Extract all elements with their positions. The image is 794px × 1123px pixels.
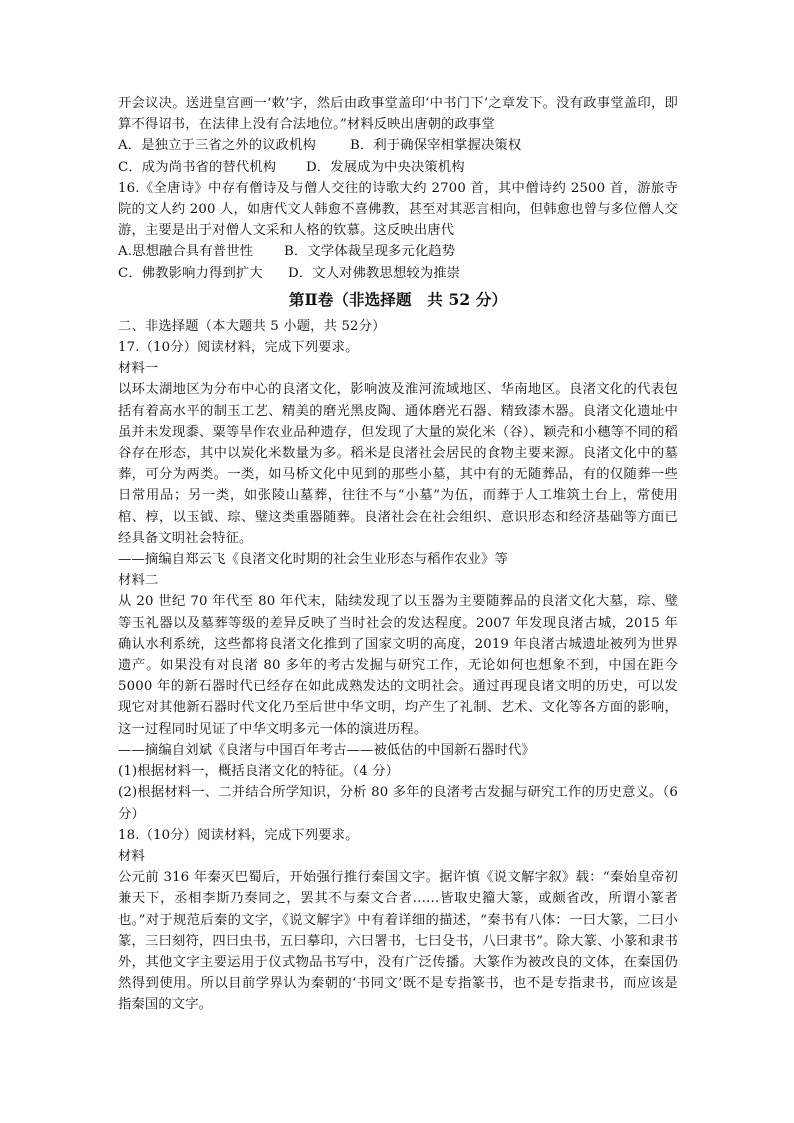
q17-question-1: (1)根据材料一，概括良渚文化的特征。（4 分） <box>118 764 400 780</box>
q15-option-b: B．利于确保宰相掌握决策权 <box>350 138 522 154</box>
q18-stem: 18.（10分）阅读材料，完成下列要求。 <box>118 827 359 843</box>
exam-page <box>118 93 678 1016</box>
q17-material-2-text: 从 20 世纪 70 年代至 80 年代末，陆续发现了以玉器为主要随葬品的良渚文化大墓，琮、璧等玉礼器以及墓葬等级的差异反映了当时社会的发达程度。2007 年发现良渚古城，2015 年确认水利系统，这些都将良渚文化推到了国家文明的高度，2019 年良渚古城遗址被列为世界遗产。如果没有对良渚 80 多年的考古发掘与研究工作，无论如何也想象不到，中国在距今 5000 年的新石器时代已经存在如此成熟发达的文明社会。通过再现良诸文明的历史，可以发现它对其他新石器时代文化乃至后世中华文明，均产生了礼制、艺术、文化等各方面的影响，这一过程同时见证了中华文明多元一体的演进历程。 <box>118 594 678 737</box>
q16-option-c: C．佛教影响力得到扩大 <box>118 265 263 281</box>
q17-stem: 17.（10分）阅读材料，完成下列要求。 <box>118 340 359 356</box>
q16-options-row-1 <box>118 241 678 262</box>
q15-options-row-2 <box>118 157 678 178</box>
q18-material-label: 材料 <box>118 848 145 864</box>
q15-options-row-1 <box>118 135 678 156</box>
q17-material-1-source: ——摘编自郑云飞《良渚文化时期的社会生业形态与稻作农业》等 <box>118 552 508 568</box>
q17-question-2: (2)根据材料一、二并结合所学知识，分析 80 多年的良渚考古发掘与研究工作的历史意义。（6分） <box>118 785 678 822</box>
q16-option-d: D．文人对佛教思想较为推崇 <box>288 265 461 281</box>
q16-option-a: A.思想融合具有普世性 <box>118 244 254 260</box>
q18-material-text: 公元前 316 年秦灭巴蜀后，开始强行推行秦国文字。据许慎《说文解字叙》载：“秦始皇帝初兼天下，丞相李斯乃奏同之，罢其不与秦文合者……皆取史籀大篆，或颇省改，所谓小篆者也。”对于规范后秦的文字，《说文解字》中有着详细的描述，“秦书有八体：一曰大篆，二曰小篆，三曰刻符，四曰虫书，五曰摹印，六曰署书，七曰殳书，八曰隶书”。除大篆、小篆和隶书外，其他文字主要运用于仪式物品书写中，没有广泛传播。大篆作为被改良的文体，在秦国仍然得到使用。所以目前学界认为秦朝的‘书同文’既不是专指篆书，也不是专指隶书，而应该是指秦国的文字。 <box>118 870 678 1013</box>
q17-material-2-source: ——摘编自刘斌《良渚与中国百年考古——被低估的中国新石器时代》 <box>118 742 535 758</box>
section-2-title: 第Ⅱ卷（非选择题 共 52 分） <box>288 289 508 309</box>
q17-material-2-label: 材料二 <box>118 573 159 589</box>
q16-stem: 16.《全唐诗》中存有僧诗及与僧人交往的诗歌大约 2700 首，其中僧诗约 2500 首，游旅寺院的文人约 200 人，如唐代文人韩愈不喜佛教，甚至对其恶言相向，但韩愈也曾与多位僧人交游，主要是出于对僧人文采和人格的钦慕。这反映出唐代 <box>118 180 678 239</box>
q16-options-row-2 <box>118 263 678 284</box>
q15-option-a: A．是独立于三省之外的议政机构 <box>118 138 317 154</box>
q15-continued-text: 开会议决。送进皇宫画一‘敕’字，然后由政事堂盖印‘中书门下’之章发下。没有政事堂盖印，即算不得诏书，在法律上没有合法地位。”材料反映出唐朝的政事堂 <box>118 96 678 133</box>
q15-option-d: D．发展成为中央决策机构 <box>306 159 465 175</box>
q15-option-c: C．成为尚书省的替代机构 <box>118 159 277 175</box>
q17-material-1-text: 以环太湖地区为分布中心的良渚文化，影响波及淮河流域地区、华南地区。良渚文化的代表包括有着高水平的制玉工艺、精美的磨光黑皮陶、通体磨光石器、精致漆木器。良渚文化遗址中虽并未发现黍、粟等旱作农业品种遗存，但发现了大量的炭化米（谷）、颖壳和小穗等不同的稻谷存在形态，其中以炭化米数量为多。稻米是良渚社会居民的食物主要来源。良渚文化中的墓葬，可分为两类。一类，如马桥文化中见到的那些小墓，其中有的无随葬品，有的仅随葬一些日常用品；另一类，如张陵山墓葬，往往不与“小墓”为伍，而葬于人工堆筑土台上，常使用棺、椁，以玉钺、琮、璧这类重器随葬。良渚社会在社会组织、意识形态和经济基础等方面已经具备文明社会特征。 <box>118 382 678 546</box>
section-2-heading: 二、非选择题（本大题共 5 小题，共 52分） <box>118 318 386 334</box>
q16-option-b: B．文学体裁呈现多元化趋势 <box>284 244 456 260</box>
q17-material-1-label: 材料一 <box>118 361 159 377</box>
